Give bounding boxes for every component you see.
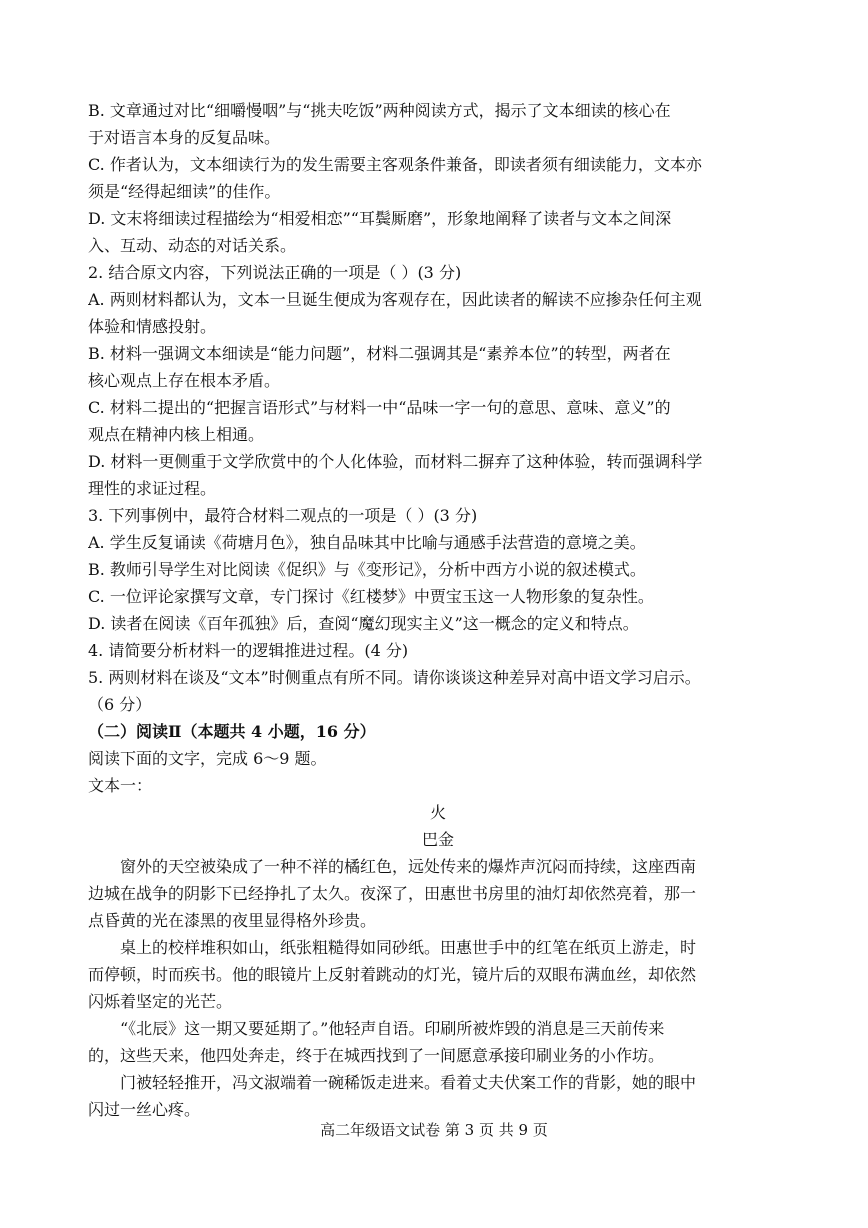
q2-option-b-line-1: B. 材料一强调文本细读是“能力问题”，材料二强调其是“素养本位”的转型，两者在 bbox=[88, 344, 671, 363]
option-c-line-1: C. 作者认为，文本细读行为的发生需要主客观条件兼备，即读者须有细读能力，文本亦 bbox=[88, 155, 702, 174]
story-p3-line-1: “《北辰》这一期又要延期了。”他轻声自语。印刷所被炸毁的消息是三天前传来 bbox=[120, 1019, 665, 1038]
q3-option-a: A. 学生反复诵读《荷塘月色》，独自品味其中比喻与通感手法营造的意境之美。 bbox=[88, 533, 646, 552]
page-footer: 高二年级语文试卷 第 3 页 共 9 页 bbox=[320, 1121, 548, 1139]
q3-option-c: C. 一位评论家撰写文章，专门探讨《红楼梦》中贾宝玉这一人物形象的复杂性。 bbox=[88, 587, 654, 606]
section-heading: （二）阅读Ⅱ（本题共 4 小题，16 分） bbox=[88, 722, 376, 741]
question-5-line-1: 5. 两则材料在谈及“文本”时侧重点有所不同。请你谈谈这种差异对高中语文学习启示。 bbox=[88, 668, 701, 687]
story-p2-line-1: 桌上的校样堆积如山，纸张粗糙得如同砂纸。田惠世手中的红笔在纸页上游走，时 bbox=[120, 938, 697, 957]
q2-option-c-line-2: 观点在精神内核上相通。 bbox=[88, 425, 265, 444]
story-p3-line-2: 的，这些天来，他四处奔走，终于在城西找到了一间愿意承接印刷业务的小作坊。 bbox=[88, 1046, 665, 1065]
story-p1-line-2: 边城在战争的阴影下已经挣扎了太久。夜深了，田惠世书房里的油灯却依然亮着，那一 bbox=[88, 884, 697, 903]
q2-option-c-line-1: C. 材料二提出的“把握言语形式”与材料一中“品味一字一句的意思、意味、意义”的 bbox=[88, 398, 671, 417]
q2-option-b-line-2: 核心观点上存在根本矛盾。 bbox=[88, 371, 281, 390]
q2-option-a-line-1: A. 两则材料都认为，文本一旦诞生便成为客观存在，因此读者的解读不应掺杂任何主观 bbox=[88, 290, 702, 309]
story-author: 巴金 bbox=[421, 830, 454, 849]
option-b-line-1: B. 文章通过对比“细嚼慢咽”与“挑夫吃饭”两种阅读方式，揭示了文本细读的核心在 bbox=[88, 101, 671, 120]
story-p4-line-1: 门被轻轻推开，冯文淑端着一碗稀饭走进来。看着丈夫伏案工作的背影，她的眼中 bbox=[120, 1073, 697, 1092]
option-c-line-2: 须是“经得起细读”的佳作。 bbox=[88, 182, 281, 201]
option-d-line-2: 入、互动、动态的对话关系。 bbox=[88, 236, 297, 255]
reading-instruction: 阅读下面的文字，完成 6～9 题。 bbox=[88, 749, 327, 768]
question-4: 4. 请简要分析材料一的逻辑推进过程。(4 分) bbox=[88, 641, 409, 660]
text-one-label: 文本一： bbox=[88, 776, 153, 795]
q3-option-d: D. 读者在阅读《百年孤独》后，查阅“魔幻现实主义”这一概念的定义和特点。 bbox=[88, 614, 639, 633]
option-b-line-2: 于对语言本身的反复品味。 bbox=[88, 128, 281, 147]
question-2: 2. 结合原文内容，下列说法正确的一项是（ ）(3 分) bbox=[88, 263, 462, 282]
story-p2-line-2: 而停顿，时而疾书。他的眼镜片上反射着跳动的灯光，镜片后的双眼布满血丝，却依然 bbox=[88, 965, 697, 984]
q2-option-d-line-1: D. 材料一更侧重于文学欣赏中的个人化体验，而材料二摒弃了这种体验，转而强调科学 bbox=[88, 452, 703, 471]
story-p1-line-3: 点昏黄的光在漆黑的夜里显得格外珍贵。 bbox=[88, 911, 377, 930]
q2-option-a-line-2: 体验和情感投射。 bbox=[88, 317, 217, 336]
story-p1-line-1: 窗外的天空被染成了一种不祥的橘红色，远处传来的爆炸声沉闷而持续，这座西南 bbox=[120, 857, 697, 876]
page-content bbox=[88, 97, 788, 1123]
q3-option-b: B. 教师引导学生对比阅读《促织》与《变形记》，分析中西方小说的叙述模式。 bbox=[88, 560, 646, 579]
story-p2-line-3: 闪烁着坚定的光芒。 bbox=[88, 992, 233, 1011]
q2-option-d-line-2: 理性的求证过程。 bbox=[88, 479, 217, 498]
story-title: 火 bbox=[429, 803, 446, 822]
story-p4-line-2: 闪过一丝心疼。 bbox=[88, 1100, 201, 1119]
question-3: 3. 下列事例中，最符合材料二观点的一项是（ ）(3 分) bbox=[88, 506, 478, 525]
question-5-line-2: （6 分） bbox=[88, 695, 152, 714]
option-d-line-1: D. 文末将细读过程描绘为“相爱相恋”“耳鬓厮磨”，形象地阐释了读者与文本之间深 bbox=[88, 209, 672, 228]
